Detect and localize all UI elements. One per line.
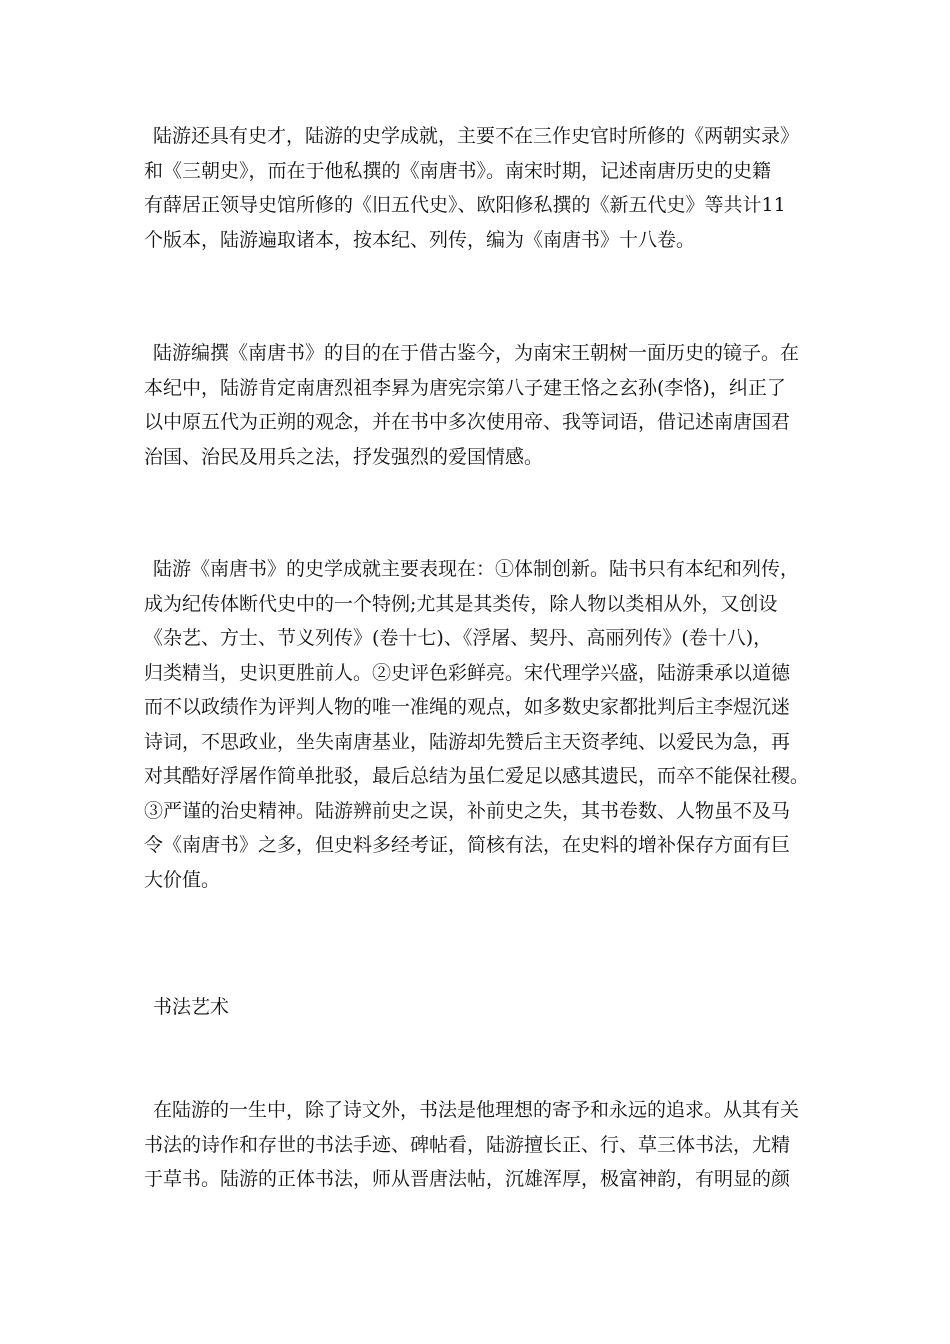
paragraph-line: 于草书。陆游的正体书法，师从晋唐法帖，沉雄浑厚，极富神韵，有明显的颜 [144, 1168, 791, 1190]
paragraph-line: 成为纪传体断代史中的一个特例;尤其是其类传，除人物以类相从外，又创设 [144, 592, 778, 615]
paragraph-line: 诗词，不思政业，坐失南唐基业，陆游却先赞后主天资孝纯、以爱民为急，再 [144, 730, 791, 753]
paragraph-shi-cai [144, 119, 816, 257]
paragraph-line: 以中原五代为正朔的观念，并在书中多次使用帝、我等词语，借记述南唐国君 [144, 411, 791, 433]
paragraph-line: 对其酷好浮屠作简单批驳，最后总结为虽仁爱足以感其遗民，而卒不能保社稷。 [144, 765, 810, 787]
section-heading [153, 990, 825, 1025]
paragraph-line: 大价值。 [144, 868, 221, 891]
paragraph-line: 和《三朝史》，而在于他私撰的《南唐书》。南宋时期，记述南唐历史的史籍 [144, 159, 772, 182]
paragraph-line: 《杂艺、方士、节义列传》(卷十七)、《浮屠、契丹、高丽列传》(卷十八)， [144, 627, 773, 649]
paragraph-line: 归类精当，史识更胜前人。②史评色彩鲜亮。宋代理学兴盛，陆游秉承以道德 [144, 661, 791, 684]
paragraph-line: 个版本，陆游遍取诸本，按本纪、列传，编为《南唐书》十八卷。 [144, 228, 696, 251]
section-heading-text: 书法艺术 [153, 996, 230, 1018]
paragraph-line: 而不以政绩作为评判人物的唯一准绳的观点，如多数史家都批判后主李煜沉迷 [144, 696, 791, 718]
paragraph-line: 书法的诗作和存世的书法手迹、碑帖看，陆游擅长正、行、草三体书法，尤精 [144, 1133, 791, 1156]
paragraph-line: 陆游编撰《南唐书》的目的在于借古鉴今，为南宋王朝树一面历史的镜子。在 [153, 342, 800, 364]
paragraph-calligraphy [144, 1093, 816, 1197]
paragraph-line: 有薛居正领导史馆所修的《旧五代史》、欧阳修私撰的《新五代史》等共计11 [144, 194, 786, 216]
paragraph-line: 陆游还具有史才，陆游的史学成就，主要不在三作史官时所修的《两朝实录》 [153, 125, 800, 147]
paragraph-line: ③严谨的治史精神。陆游辨前史之误，补前史之失，其书卷数、人物虽不及马 [144, 799, 791, 822]
paragraph-line: 治国、治民及用兵之法，抒发强烈的爱国情感。 [144, 445, 544, 468]
paragraph-line: 本纪中，陆游肯定南唐烈祖李昪为唐宪宗第八子建王恪之玄孙(李恪)，纠正了 [144, 376, 786, 399]
paragraph-achievements [144, 552, 816, 897]
paragraph-line: 在陆游的一生中，除了诗文外，书法是他理想的寄予和永远的追求。从其有关 [153, 1099, 800, 1121]
paragraph-purpose [144, 336, 816, 474]
paragraph-line: 陆游《南唐书》的史学成就主要表现在：①体制创新。陆书只有本纪和列传， [153, 558, 800, 580]
paragraph-line: 令《南唐书》之多，但史料多经考证，简核有法，在史料的增补保存方面有巨 [144, 834, 791, 856]
